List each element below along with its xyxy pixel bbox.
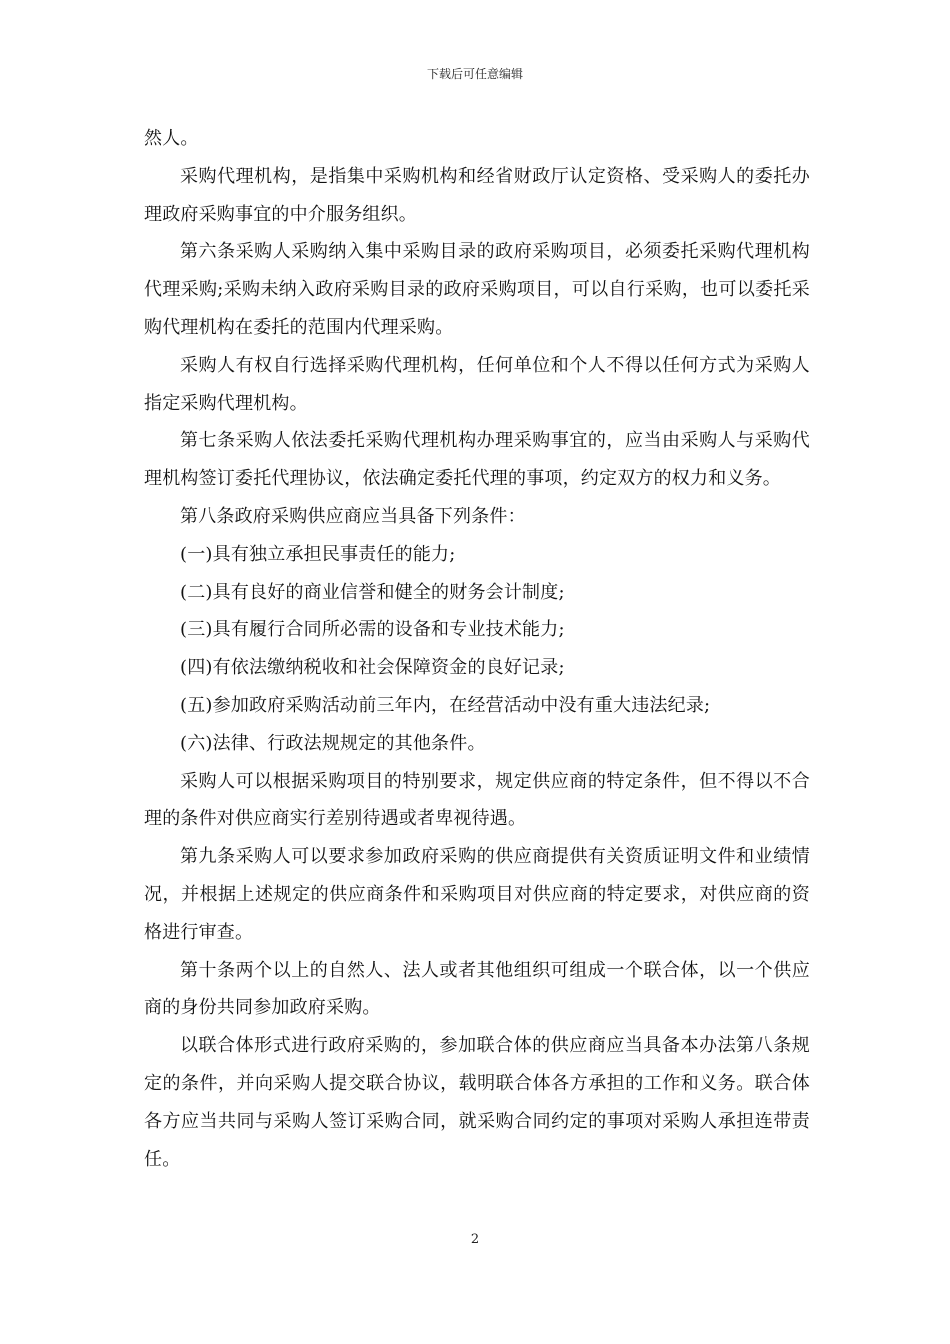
page-number: 2 <box>470 1232 480 1247</box>
paragraph: 采购人有权自行选择采购代理机构，任何单位和个人不得以任何方式为采购人指定采购代理机构。 <box>144 354 810 414</box>
condition-item: (四)有依法缴纳税收和社会保障资金的良好记录; <box>180 657 565 679</box>
paragraph: 然人。 <box>144 128 199 149</box>
document-body <box>144 120 810 1178</box>
page-header: 下载后可任意编辑 <box>426 67 523 81</box>
article-10-paragraph: 第十条两个以上的自然人、法人或者其他组织可组成一个联合体，以一个供应商的身份共同参加政府采购。 <box>144 959 810 1019</box>
condition-item: (三)具有履行合同所必需的设备和专业技术能力; <box>180 619 565 641</box>
condition-item: (二)具有良好的商业信誉和健全的财务会计制度; <box>180 581 565 603</box>
article-6-paragraph: 第六条采购人采购纳入集中采购目录的政府采购项目，必须委托采购代理机构代理采购;采购未纳入政府采购目录的政府采购项目，可以自行采购，也可以委托采购代理机构在委托的范围内代理采购。 <box>144 241 810 338</box>
paragraph: 以联合体形式进行政府采购的，参加联合体的供应商应当具备本办法第八条规定的条件，并向采购人提交联合协议，载明联合体各方承担的工作和义务。联合体各方应当共同与采购人签订采购合同，就采购合同约定的事项对采购人承担连带责任。 <box>144 1035 810 1170</box>
article-9-paragraph: 第九条采购人可以要求参加政府采购的供应商提供有关资质证明文件和业绩情况，并根据上述规定的供应商条件和采购项目对供应商的特定要求，对供应商的资格进行审查。 <box>144 846 810 943</box>
paragraph: 采购人可以根据采购项目的特别要求，规定供应商的特定条件，但不得以不合理的条件对供应商实行差别待遇或者卑视待遇。 <box>144 770 810 830</box>
article-7-paragraph: 第七条采购人依法委托采购代理机构办理采购事宜的，应当由采购人与采购代理机构签订委托代理协议，依法确定委托代理的事项，约定双方的权力和义务。 <box>144 430 810 490</box>
condition-item: (五)参加政府采购活动前三年内，在经营活动中没有重大违法纪录; <box>180 694 711 716</box>
condition-item: (一)具有独立承担民事责任的能力; <box>180 543 456 565</box>
condition-item: (六)法律、行政法规规定的其他条件。 <box>180 732 486 754</box>
paragraph: 采购代理机构，是指集中采购机构和经省财政厅认定资格、受采购人的委托办理政府采购事宜的中介服务组织。 <box>144 165 810 225</box>
article-8-paragraph: 第八条政府采购供应商应当具备下列条件： <box>180 505 526 527</box>
